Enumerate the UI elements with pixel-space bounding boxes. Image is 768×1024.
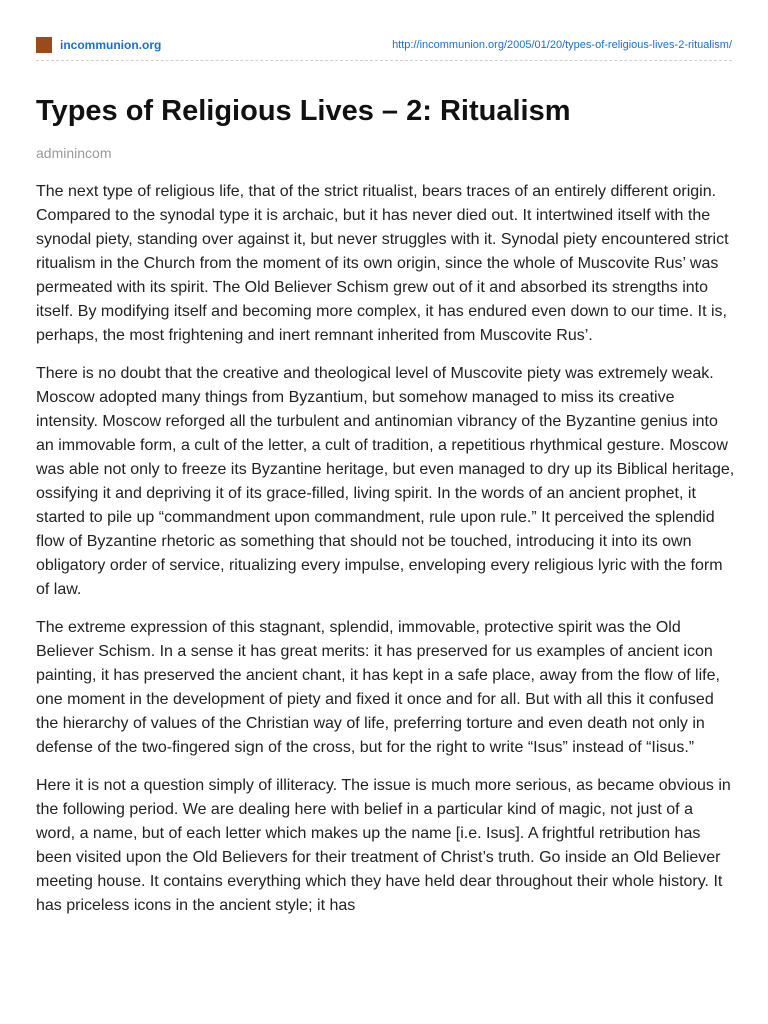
article-body: [36, 180, 736, 932]
article-paragraph-4: Here it is not a question simply of illiteracy. The issue is much more serious, as became obvious in the following period. We are dealing here with belief in a particular kind of magic, not just of a word, a name, but of each letter which makes up the name [i.e. Isus]. A frightful retribution has been visited upon the Old Believers for their treatment of Christ’s truth. Go inside an Old Believer meeting house. It contains everything which they have held dear throughout their whole history. It has priceless icons in the ancient style; it has: [36, 777, 731, 914]
site-identity[interactable]: [36, 37, 161, 53]
article-paragraph-2: There is no doubt that the creative and theological level of Muscovite piety was extremely weak. Moscow adopted many things from Byzantium, but somehow managed to miss its creative intensity. Moscow reforged all the turbulent and antinomian vibrancy of the Byzantine genius into an immovable form, a cult of the letter, a cult of tradition, a repetitious rhythmical gesture. Moscow was able not only to freeze its Byzantine heritage, but even managed to dry up its Biblical heritage, ossifying it and depriving it of its grace-filled, living spirit. In the words of an ancient prophet, it started to pile up “commandment upon commandment, rule upon rule.” It perceived the splendid flow of Byzantine rhetoric as something that should not be touched, introducing it into its own obligatory order of service, ritualizing every impulse, enveloping every religious lyric with the form of law.: [36, 365, 735, 598]
site-name-link[interactable]: incommunion.org: [60, 38, 162, 52]
article-title: Types of Religious Lives – 2: Ritualism: [36, 95, 571, 127]
site-favicon-icon: [36, 37, 52, 53]
header-divider: [36, 60, 732, 61]
article-paragraph-3: The extreme expression of this stagnant, splendid, immovable, protective spirit was the Old Believer Schism. In a sense it has great merits: it has preserved for us examples of ancient icon painting, it has preserved the ancient chant, it has kept in a safe place, away from the flow of life, one moment in the development of piety and fixed it once and for all. But with all this it confused the hierarchy of values of the Christian way of life, preferring torture and even death not only in defense of the two-fingered sign of the cross, but for the right to write “Isus” instead of “Iisus.”: [36, 619, 720, 756]
page-header: [36, 33, 732, 57]
article-author: adminincom: [36, 145, 112, 161]
page-url-link[interactable]: http://incommunion.org/2005/01/20/types-of-religious-lives-2-ritualism/: [392, 39, 732, 51]
article-paragraph-1: The next type of religious life, that of the strict ritualist, bears traces of an entirely different origin. Compared to the synodal type it is archaic, but it has never died out. It intertwined itself with the synodal piety, standing over against it, but never struggles with it. Synodal piety encountered strict ritualism in the Church from the moment of its own origin, since the whole of Muscovite Rus’ was permeated with its spirit. The Old Believer Schism grew out of it and absorbed its strengths into itself. By modifying itself and becoming more complex, it has endured even down to our time. It is, perhaps, the most frightening and inert remnant inherited from Muscovite Rus’.: [36, 183, 729, 344]
